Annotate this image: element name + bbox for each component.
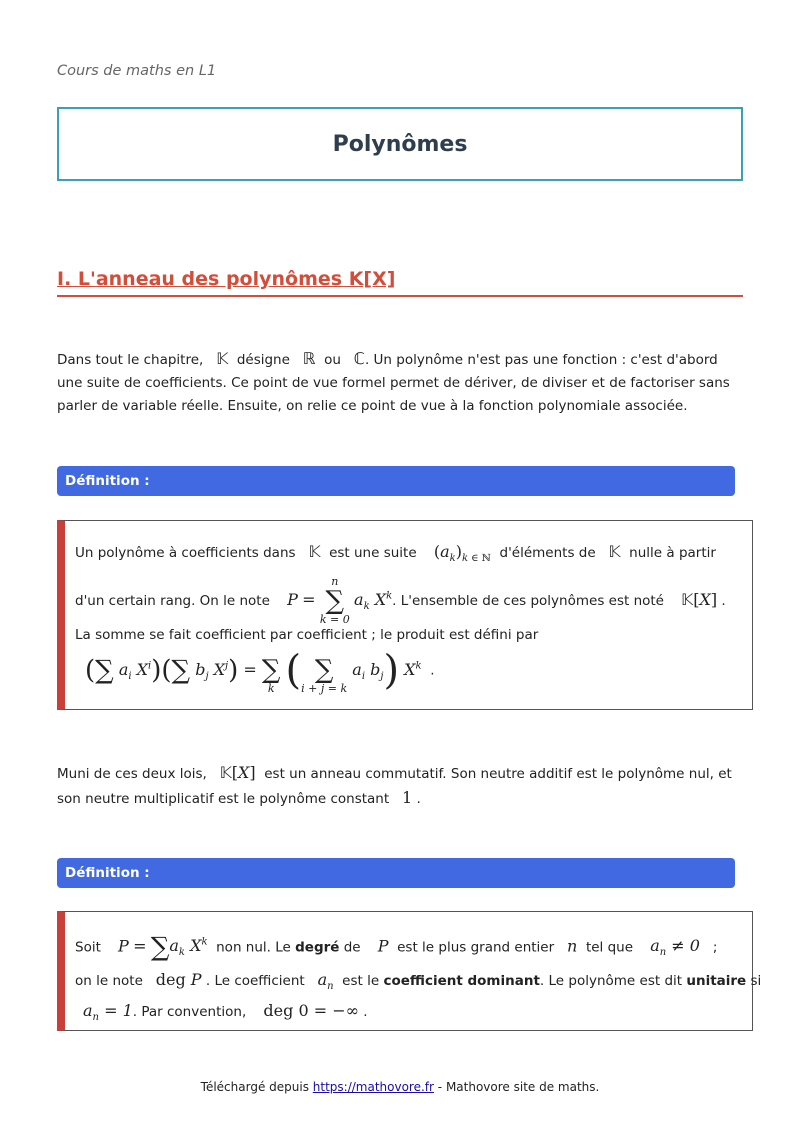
intro-text-2: désigne [236, 352, 290, 368]
math-P: P [377, 936, 389, 956]
def1-text-6: . L'ensemble de ces polynômes est noté [392, 593, 664, 610]
intro-paragraph [57, 347, 743, 418]
def1-text-9: . [430, 662, 435, 679]
def2-line-2 [75, 969, 762, 998]
def2-text-1: Soit [75, 939, 101, 956]
def2-text-2: non nul. Le [216, 939, 291, 956]
math-deg0: deg 0 = −∞ [263, 1000, 359, 1020]
def1-text-3: d'éléments de [499, 545, 596, 561]
footer [0, 1080, 800, 1094]
def1-text-1: Un polynôme à coefficients dans [75, 545, 296, 561]
math-K: 𝕂 [608, 542, 621, 561]
term-degree: degré [295, 939, 340, 956]
ring-paragraph [57, 761, 743, 811]
def1-text-5: d'un certain rang. On le note [75, 593, 270, 610]
def1-text-4: nulle à partir [629, 545, 716, 561]
math-P-equals: P [287, 590, 298, 610]
math-an-eq-1: $a_n = 1$ [83, 1000, 133, 1023]
def1-line-2: d'un certain rang. On le note P = n ∑ k = 0 $a_k$ $X^k$. L'ensemble de ces polynômes est noté 𝕂[X] . [75, 575, 726, 627]
ring-text-2: est un anneau commutatif. Son neutre additif est le polynôme nul, et son neutre multiplicatif est le polynôme constant [57, 766, 732, 807]
def2-text-11: si [750, 972, 762, 989]
math-KX: 𝕂[X] [219, 763, 256, 782]
title-box [57, 107, 743, 181]
math-K: 𝕂 [308, 542, 321, 561]
definition-box [57, 911, 762, 1031]
section-heading-text: I. L'anneau des polynômes K[X] [57, 268, 396, 290]
footer-text-2: - Mathovore site de maths. [437, 1080, 600, 1094]
intro-text-4: . Un polynôme n'est pas une fonction : c'est d'abord une suite de coefficients. Ce point de vue formel permet de dériver, de diviser et de factoriser sans parler de variable réelle. Ensuite, on relie ce point de vue à la fonction polynomiale associée. [57, 352, 730, 414]
math-n: n [567, 936, 578, 956]
math-sequence: $(a_k)_{k \in ℕ}$ [433, 542, 491, 565]
def2-text-6: ; [712, 939, 718, 956]
def2-text-8: . Le coefficient [205, 972, 305, 989]
def1-line-1 [75, 537, 742, 574]
math-sum: n ∑ k = 0 [319, 575, 350, 627]
intro-text-1: Dans tout le chapitre, [57, 352, 204, 368]
def2-text-12: . Par convention, [132, 1003, 247, 1020]
math-an: $a_n$ [317, 969, 334, 992]
term-leading-coefficient: coefficient dominant [383, 972, 540, 989]
page-title: Polynômes [332, 131, 468, 157]
math-C: ℂ [353, 349, 365, 368]
section-heading [57, 268, 743, 297]
def2-text-13: . [363, 1003, 368, 1020]
def2-text-5: tel que [585, 939, 634, 956]
def1-line-3: La somme se fait coefficient par coefficient ; le produit est défini par [75, 627, 539, 644]
definition-box [57, 520, 753, 710]
intro-text-3: ou [324, 352, 341, 368]
footer-link[interactable]: https://mathovore.fr [312, 1080, 434, 1094]
ring-text-3: . [416, 791, 421, 807]
def2-text-4: est le plus grand entier [397, 939, 555, 956]
math-one: 1 [402, 788, 413, 807]
def2-line-1: Soit $P = \sum a_k$ $X^k$ non nul. Le degré de P est le plus grand entier n tel que $a_n \ne 0$ ; [75, 932, 718, 963]
math-KX: 𝕂[X] [681, 590, 718, 610]
def2-text-3: de [343, 939, 361, 956]
course-label: Cours de maths en L1 [57, 63, 217, 79]
def1-text-7: . [721, 593, 726, 610]
footer-text-1: Téléchargé depuis [200, 1080, 309, 1094]
def2-text-10: . Le polynôme est dit [539, 972, 683, 989]
def1-product-formula: (∑ $a_i$ $X^i)(\sum$ $b_j$ $X^j$) = ∑ k ( ∑ i + j = k $a_i$ $b_j$) $X^k$ . [85, 647, 435, 696]
def1-text-2: est une suite [329, 545, 417, 561]
math-degP: deg P [155, 969, 202, 989]
def2-text-7: on le note [75, 972, 143, 989]
math-K: 𝕂 [216, 349, 229, 368]
term-monic: unitaire [686, 972, 747, 989]
ring-text-1: Muni de ces deux lois, [57, 766, 207, 782]
math-term: $a_k$ $X^k$ [354, 590, 393, 613]
math-R: ℝ [302, 349, 316, 368]
definition-header: Définition : [57, 466, 735, 496]
math-P-sum: P [118, 936, 129, 956]
definition-header: Définition : [57, 858, 735, 888]
math-an-neq-0: $a_n \ne 0$ [650, 936, 700, 959]
def2-line-3 [83, 998, 742, 1031]
def2-text-9: est le [342, 972, 380, 989]
